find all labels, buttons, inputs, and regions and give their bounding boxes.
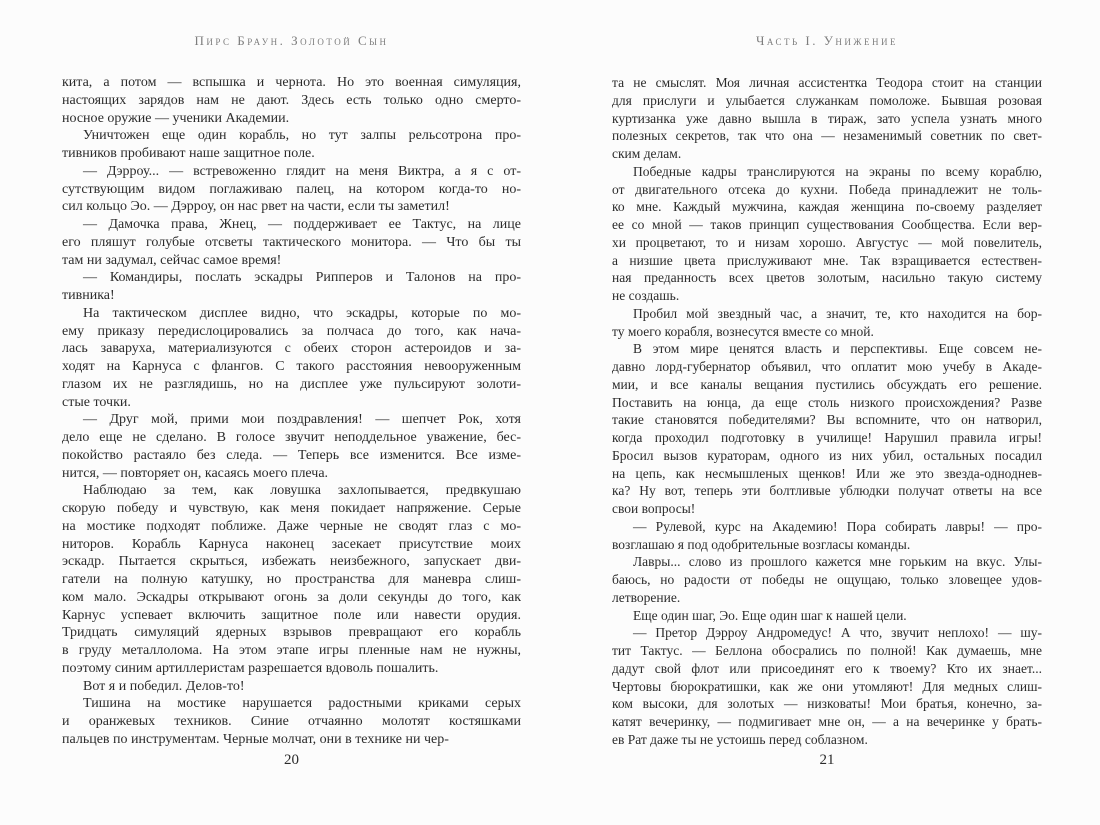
text-line: настоящих зарядов нам не дают. Здесь есть только одно смерто-	[62, 92, 521, 108]
text-line: баюсь, но радости от победы не ощущаю, только зловещее удов-	[612, 572, 1042, 587]
text-line: ее со мной — таков принцип существования Сообщества. Если вер-	[612, 217, 1042, 232]
text-line: мии, и все каналы вещания пустились обсуждать его решение.	[612, 376, 1042, 392]
text-line: ко мне. Каждый мужчина, каждая женщина по-своему разделяет	[612, 199, 1042, 215]
text-line: не создашь.	[612, 288, 680, 303]
text-line: покойство растаяло без следа. — Теперь все изменится. Все изме-	[62, 447, 521, 463]
text-line: сутствующим видом поглаживаю палец, на котором когда-то но-	[62, 181, 521, 197]
text-line: лась заваруха, материализуются с обеих сторон астероидов и за-	[62, 341, 521, 357]
text-line: носное оружие — ученики Академии.	[62, 110, 290, 126]
text-line: нится, — повторяет он, касаясь моего плеча.	[62, 465, 329, 481]
text-line: Пробил мой звездный час, а значит, те, кто находится на бор-	[633, 305, 1042, 321]
text-line: полезных секретов, так что она — незаменимый советник по свет-	[612, 128, 1042, 144]
text-line: тит Тактус. — Беллона обосрались по полной! Как думаешь, мне	[612, 643, 1042, 658]
text-line: ком мало. Эскадры открывают огонь за доли секунды до того, как	[62, 589, 521, 605]
text-line: ком высоки, для золотых — низковаты! Мои братья, конечно, за-	[612, 696, 1042, 712]
text-line: давно лорд-губернатор объявил, что оплатит мою учебу в Акаде-	[612, 359, 1042, 374]
text-line: Чертовы бюрократишки, как же они утомляют! Для медных слиш-	[612, 678, 1042, 694]
text-line: а низшие цвета прислуживают мне. Так взращивается естествен-	[612, 252, 1042, 268]
text-line: куртизанка уже давно вышла в тираж, зато успела узнать много	[612, 110, 1042, 126]
text-line: скорую победу и чувствую, как меня покидает напряжение. Серые	[62, 501, 521, 516]
text-line: ским делам.	[612, 146, 682, 161]
page-body-left	[62, 74, 521, 749]
text-line: дадут свой флот или присоединят его к твоему? Кто их знает...	[612, 660, 1042, 676]
running-head-part-title: Часть I. Унижение	[755, 33, 898, 48]
text-line: Тридцать симуляций ядерных взрывов превращают его корабль	[62, 625, 521, 641]
text-line: Победные кадры транслируются на экраны по всему кораблю,	[633, 163, 1042, 179]
text-line: когда проходил подготовку в училище! Нарушил правила игры!	[612, 430, 1042, 445]
text-line: поэтому синим артиллеристам разрешается вдоволь пошалить.	[62, 660, 439, 676]
text-line: — Претор Дэрроу Андромедус! А что, звучит неплохо! — шу-	[633, 625, 1042, 641]
text-line: и оранжевых техников. Синие отчаянно молотят костяшками	[62, 714, 521, 729]
text-line: гатели на полную катушку, но пространства для маневра слиш-	[62, 572, 521, 587]
text-line: ту моего корабля, вознесутся вместе со мной.	[612, 323, 874, 339]
text-line: ев Рат даже ты не устоишь перед соблазном.	[612, 731, 868, 747]
text-line: в груду металлолома. На этом этапе игры пленные нам не нужны,	[62, 643, 521, 658]
text-line: ка? Ну вот, теперь эти болтливые ублюдки получат ответы на все	[612, 483, 1042, 499]
text-line: сил кольцо Эо. — Дэрроу, он нас рвет на части, если ты заметил!	[62, 199, 450, 215]
text-line: Еще один шаг, Эо. Еще один шаг к нашей цели.	[633, 607, 907, 623]
text-line: катят вечеринку, — подмигивает мне он, — а на вечеринке у брать-	[612, 714, 1042, 729]
text-line: ходят на Карнуса с флангов. С такого расстояния невооруженным	[62, 359, 521, 374]
text-line: ная преданность всех цветов золотым, насильно такую систему	[612, 270, 1042, 286]
text-line: та не смыслят. Моя личная ассистентка Теодора стоит на станции	[612, 75, 1042, 90]
text-line: ниторов. Корабль Карнуса наконец засекает присутствие моих	[62, 536, 521, 552]
text-line: такие становятся победителями? Вы вспомните, что он натворил,	[612, 412, 1042, 428]
text-line: глазом их не разглядишь, но на дисплее уже пульсируют золоти-	[62, 376, 521, 392]
text-line: Лавры... слово из прошлого кажется мне горьким на вкус. Улы-	[633, 554, 1042, 570]
text-line: тивника!	[62, 288, 115, 303]
text-line: на цепь, как несмышленых щенков! Или же это звезда-одноднев-	[612, 465, 1042, 481]
text-line: — Рулевой, курс на Академию! Пора собирать лавры! — про-	[633, 518, 1042, 534]
text-line: возглашаю я под одобрительные возгласы команды.	[612, 536, 911, 552]
text-line: эскадр. Пытается скрыться, избежать неизбежного, запускает дви-	[62, 554, 521, 570]
text-line: ему приказу передислоцировались за полчаса до того, как нача-	[62, 323, 521, 339]
text-line: пальцев по инструментам. Черные молчат, они в технике ни чер-	[62, 731, 449, 747]
text-line: хи процветают, то и низам хорошо. Августус — мой повелитель,	[612, 234, 1042, 250]
page-number-right: 21	[819, 752, 835, 768]
page-body-right	[612, 74, 1042, 749]
text-line: кита, а потом — вспышка и чернота. Но это военная симуляция,	[62, 75, 521, 90]
text-line: Карнус успевает включить защитное поле или навести орудия.	[62, 607, 521, 623]
text-line: тивников пробивают наше защитное поле.	[62, 146, 315, 161]
text-line: там ни задумал, сейчас самое время!	[62, 252, 282, 268]
text-line: стые точки.	[62, 394, 131, 410]
text-line: летворение.	[612, 589, 681, 605]
text-line: на мостике подходят поближе. Даже черные не сводят глаз с мо-	[62, 518, 521, 534]
text-line: Поставить на юнца, да еще столь низкого происхождения? Разве	[612, 394, 1042, 410]
text-line: Уничтожен еще один корабль, но тут залпы рельсотрона про-	[83, 128, 521, 144]
text-line: Наблюдаю за тем, как ловушка захлопывается, предвкушаю	[83, 483, 521, 499]
text-line: Тишина на мостике нарушается радостными криками серых	[83, 696, 521, 712]
text-line: — Дэрроу... — встревоженно глядит на меня Виктра, а я с от-	[83, 163, 521, 179]
text-line: его пляшут голубые отсветы тактического монитора. — Что бы ты	[62, 234, 521, 250]
text-line: Вот я и победил. Делов-то!	[83, 678, 245, 694]
page-number-left: 20	[284, 752, 299, 768]
text-line: свои вопросы!	[612, 501, 696, 516]
text-line: Бросил вызов кураторам, одного из них убил, остальных посадил	[612, 447, 1042, 463]
text-line: — Командиры, послать эскадры Рипперов и Талонов на про-	[83, 270, 521, 286]
running-head-book-title: Пирс Браун. Золотой Сын	[194, 33, 389, 48]
text-line: дело еще не сделано. В голосе звучит неподдельное уважение, бес-	[62, 430, 521, 445]
text-line: — Друг мой, прими мои поздравления! — шепчет Рок, хотя	[83, 412, 521, 428]
text-line: для прислуги и улыбается служанкам помоложе. Бывшая розовая	[612, 92, 1042, 108]
text-line: На тактическом дисплее видно, что эскадры, которые по мо-	[83, 305, 521, 321]
text-line: В этом мире ценятся власть и перспективы. Еще совсем не-	[633, 341, 1042, 357]
text-line: от двигательного отсека до кухни. Победа принадлежит не толь-	[612, 181, 1042, 197]
text-line: — Дамочка права, Жнец, — поддерживает ее Тактус, на лице	[83, 217, 521, 232]
